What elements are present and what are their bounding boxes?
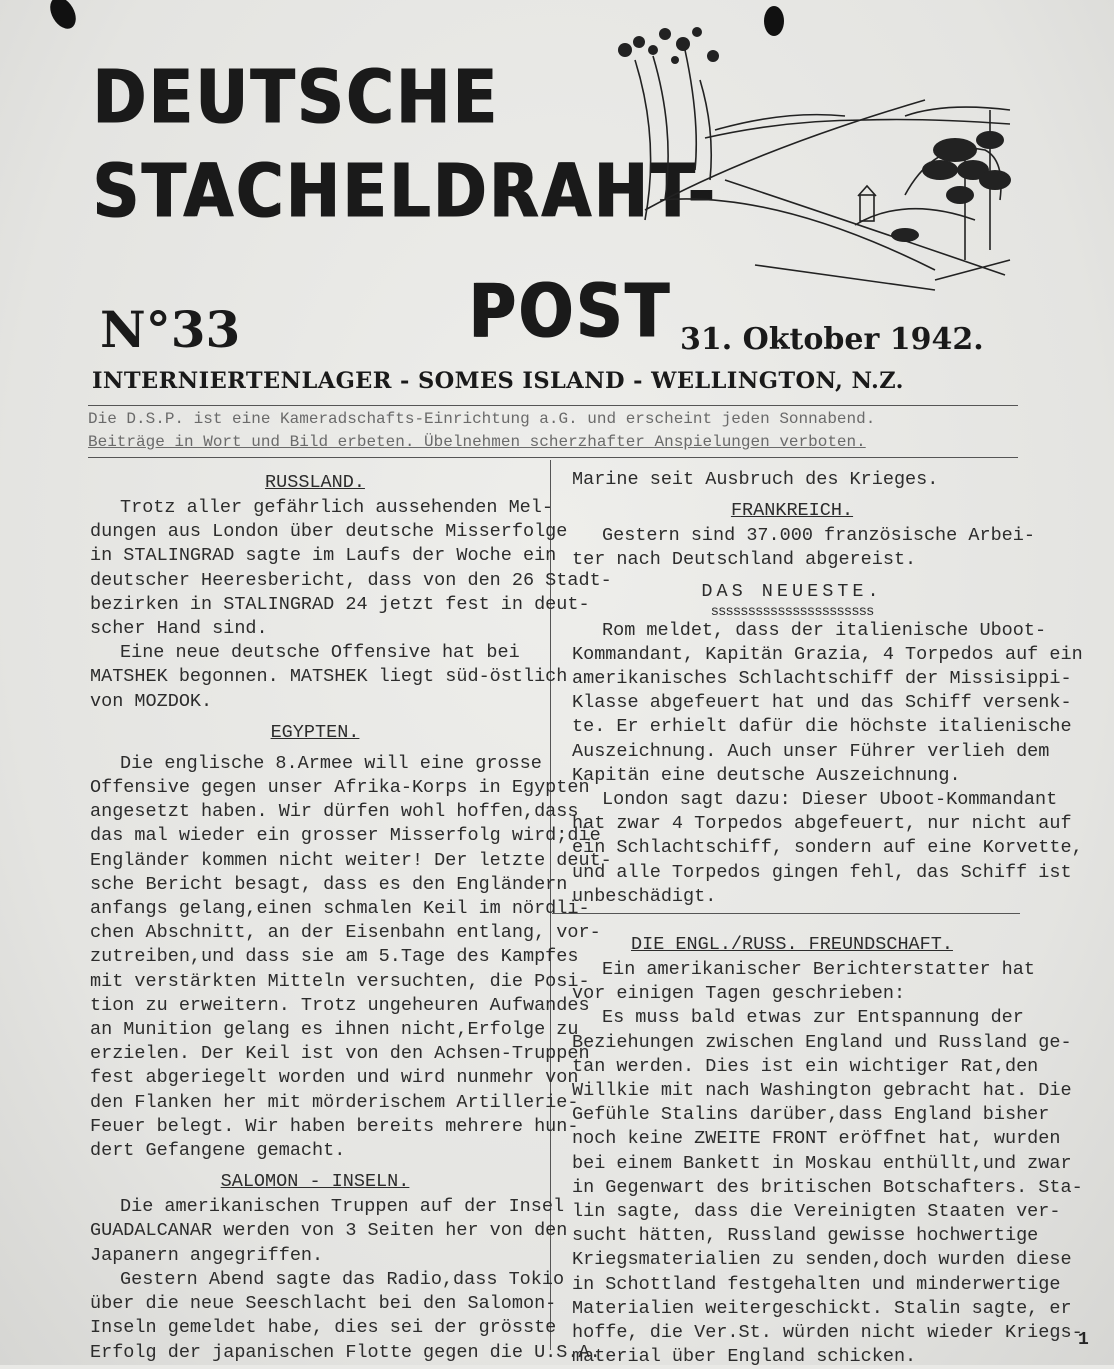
article-line: anfangs gelang,einen schmalen Keil im nördli- — [90, 898, 590, 920]
notice-line1: Die D.S.P. ist eine Kameradschafts-Einrichtung a.G. und erscheint jeden Sonnabend. — [88, 410, 876, 428]
article-line: amerikanisches Schlachtschiff der Missisippi- — [572, 668, 1072, 690]
article-line: deutscher Heeresbericht, dass von den 26 Stadt- — [90, 569, 612, 591]
heading-salomon: SALOMON - INSELN. — [220, 1171, 410, 1193]
article-line: von MOZDOK. — [90, 690, 213, 712]
heading-neueste: DAS NEUESTE. — [701, 580, 883, 602]
article-line: das mal wieder ein grosser Misserfolg wird;die — [90, 825, 601, 847]
article-line: tan werden. Dies ist ein wichtiger Rat,den — [572, 1055, 1039, 1077]
heading-frankreich: FRANKREICH. — [730, 500, 854, 522]
header-rule-top — [88, 405, 1018, 406]
article-line: angesetzt haben. Wir dürfen wohl hoffen,dass — [90, 801, 579, 823]
article-line: Beziehungen zwischen England und Russland ge- — [572, 1031, 1072, 1053]
article-line: Kommandant, Kapitän Grazia, 4 Torpedos auf ein — [572, 643, 1083, 665]
article-line: sche Bericht besagt, dass es den Engländern — [90, 873, 568, 895]
heading-freundschaft: DIE ENGL./RUSS. FREUNDSCHAFT. — [631, 934, 953, 955]
article-line: lin sagte, dass die Vereinigten Staaten ver- — [572, 1201, 1061, 1223]
article-line: Klasse abgefeuert hat und das Schiff versenk- — [572, 692, 1072, 714]
article-line: Es muss bald etwas zur Entspannung der — [602, 1007, 1024, 1029]
article-line: sucht hätten, Russland gewisse hochwertige — [572, 1225, 1039, 1247]
article-line: dert Gefangene gemacht. — [90, 1140, 346, 1162]
article-line: den Flanken her mit mörderischem Artillerie- — [90, 1091, 579, 1113]
article-line: te. Er erhielt dafür die höchste italienische — [572, 716, 1072, 738]
landscape-illustration — [605, 20, 1025, 300]
header-rule-bottom — [88, 457, 1018, 458]
article-line: MATSHEK begonnen. MATSHEK liegt süd-östlich — [90, 666, 568, 688]
right-column-upper — [572, 468, 1083, 909]
article-line: Die englische 8.Armee will eine grosse — [120, 752, 542, 774]
article-line: zutreiben,und dass sie am 5.Tage des Kampfes — [90, 946, 579, 968]
article-line: Die amerikanischen Truppen auf der Insel — [120, 1196, 565, 1218]
punch-hole-left — [45, 0, 81, 33]
article-line: Engländer kommen nicht weiter! Der letzte deut- — [90, 849, 612, 871]
article-line: in Schottland festgehalten und minderwertige — [572, 1273, 1061, 1295]
camp-subtitle: INTERNIERTENLAGER - SOMES ISLAND - WELLINGTON, N.Z. — [92, 368, 904, 394]
article-line: Kriegsmaterialien zu senden,doch wurden diese — [572, 1249, 1072, 1271]
article-line: ter nach Deutschland abgereist. — [572, 549, 917, 571]
article-line: Trotz aller gefährlich aussehenden Mel- — [120, 497, 553, 518]
right-column-separator — [552, 913, 1020, 914]
article-line: Eine neue deutsche Offensive hat bei — [120, 642, 520, 664]
article-line: Offensive gegen unser Afrika-Korps in Egypten — [90, 777, 590, 799]
article-line: Feuer belegt. Wir haben bereits mehrere hun- — [90, 1115, 579, 1137]
article-line: Inseln gemeldet habe, dies sei der grösste — [90, 1317, 557, 1339]
article-line: Gefühle Stalins darüber,dass England bisher — [572, 1104, 1050, 1126]
page-number: 1 — [1078, 1330, 1089, 1350]
masthead-title-line2: STACHELDRAHT- — [92, 150, 717, 236]
article-line: material über England schicken. — [572, 1346, 917, 1368]
article-line: chen Abschnitt, an der Eisenbahn entlang, vor- — [90, 922, 601, 944]
article-line: in STALINGRAD sagte im Laufs der Woche ein — [90, 545, 557, 567]
article-line: Erfolg der japanischen Flotte gegen die U.S.A. — [90, 1341, 601, 1363]
notice-line2: Beiträge in Wort und Bild erbeten. Übelnehmen scherzhafter Anspielungen verboten. — [88, 433, 866, 451]
left-column — [90, 470, 612, 1365]
article-line: Ein amerikanischer Berichterstatter hat — [602, 959, 1035, 980]
article-line: hat zwar 4 Torpedos abgefeuert, nur nicht auf — [572, 813, 1072, 835]
article-line: vor einigen Tagen geschrieben: — [572, 983, 906, 1005]
article-line: Willkie mit nach Washington gebracht hat. Die — [572, 1080, 1072, 1102]
masthead-title-line3: POST — [468, 270, 672, 356]
article-line: bezirken in STALINGRAD 24 jetzt fest in deut- — [90, 593, 590, 615]
issue-number: N°33 — [100, 300, 241, 359]
heading-russland: RUSSLAND. — [265, 472, 365, 493]
article-line: Auszeichnung. Auch unser Führer verlieh dem — [572, 740, 1050, 762]
article-line: über die neue Seeschlacht bei den Salomon- — [90, 1293, 557, 1315]
article-line: Gestern sind 37.000 französische Arbei- — [602, 525, 1035, 547]
article-line: Japanern angegriffen. — [90, 1244, 324, 1266]
article-line: in Gegenwart des britischen Botschafters. Sta- — [572, 1176, 1083, 1198]
article-line: und alle Torpedos gingen fehl, das Schiff ist — [572, 861, 1072, 883]
right-column-lower — [572, 932, 1083, 1369]
article-line: mit verstärkten Mitteln versuchten, die Posi- — [90, 970, 590, 992]
article-line: bei einem Bankett in Moskau enthüllt,und zwar — [572, 1152, 1072, 1174]
article-line: ein Schlachtschiff, sondern auf eine Korvette, — [572, 837, 1083, 859]
article-line: fest abgeriegelt worden und wird nunmehr von — [90, 1067, 579, 1089]
article-line: erzielen. Der Keil ist von den Achsen-Truppen — [90, 1043, 590, 1065]
article-line: unbeschädigt. — [572, 885, 717, 907]
article-line: Gestern Abend sagte das Radio,dass Tokio — [120, 1268, 565, 1290]
continuation-line: Marine seit Ausbruch des Krieges. — [572, 469, 939, 490]
heading-egypten: EGYPTEN. — [270, 721, 360, 743]
heading-neueste-underline: ssssssssssssssssssssss — [710, 603, 874, 620]
article-line: hoffe, die Ver.St. würden nicht wieder Kriegs- — [572, 1322, 1083, 1344]
article-line: Rom meldet, dass der italienische Uboot- — [602, 619, 1047, 641]
issue-date: 31. Oktober 1942. — [680, 322, 984, 357]
article-line: GUADALCANAR werden von 3 Seiten her von den — [90, 1220, 568, 1242]
article-line: noch keine ZWEITE FRONT eröffnet hat, wurden — [572, 1128, 1061, 1150]
article-line: Materialien weitergeschickt. Stalin sagte, er — [572, 1297, 1072, 1319]
article-line: dungen aus London über deutsche Misserfolge — [90, 521, 568, 543]
masthead-title-line1: DEUTSCHE — [92, 56, 499, 142]
article-line: scher Hand sind. — [90, 618, 268, 640]
article-line: an Munition gelang es ihnen nicht,Erfolge zu — [90, 1019, 579, 1041]
article-line: tion zu erweitern. Trotz ungeheuren Aufwandes — [90, 994, 590, 1016]
article-line: Kapitän eine deutsche Auszeichnung. — [572, 764, 961, 786]
article-line: London sagt dazu: Dieser Uboot-Kommandant — [602, 789, 1058, 811]
